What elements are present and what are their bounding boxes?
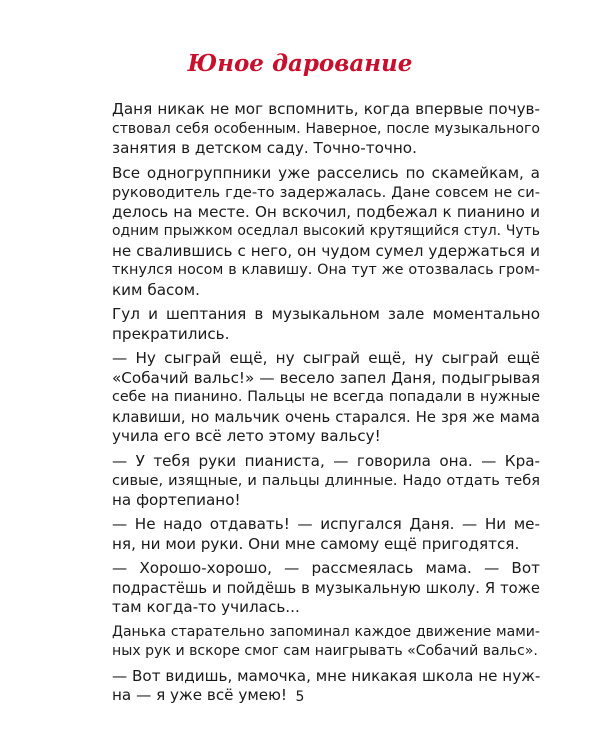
paragraph-5	[96, 452, 540, 511]
paragraph-2	[96, 164, 540, 301]
text-line: ким басом.	[112, 280, 200, 299]
story-text	[96, 100, 540, 711]
paragraph-4	[96, 349, 540, 447]
text-line: клавиши, но мальчик очень старался. Не зря же мама	[112, 408, 540, 426]
text-line: сивые, изящные, и пальцы длинные. Надо отдать тебя	[112, 472, 540, 489]
text-line: себе на пианино. Пальцы не всегда попадали в нужные	[112, 389, 540, 405]
text-line: Гул и шептания в музыкальном зале моментально	[112, 305, 540, 323]
chapter-title: Юное дарование	[187, 50, 413, 77]
paragraph-1	[96, 100, 540, 159]
text-line: на — я уже всё умею!	[112, 686, 288, 704]
text-line: — У тебя руки пианиста, — говорила она. — Кра-	[112, 451, 540, 470]
text-line: не свалившись с него, он чудом сумел удержаться и	[112, 241, 540, 260]
text-line: на фортепиано!	[112, 490, 241, 509]
paragraph-8	[96, 623, 540, 662]
paragraph-3	[96, 305, 540, 344]
page-number: 5	[295, 689, 305, 705]
text-line: ня, ни мои руки. Они мне самому ещё пригодятся.	[112, 534, 520, 553]
text-line: ткнулся носом в клавишу. Она тут же отозвалась гром-	[112, 262, 540, 278]
text-line: подрастёшь и пойдёшь в музыкальную школу. Я тоже	[112, 579, 540, 597]
text-line: руководитель где-то задержалась. Дане совсем не си-	[112, 184, 540, 201]
text-line: одним прыжком оседлал высокий крутящийся стул. Чуть	[112, 223, 540, 239]
text-line: учила его всё лето этому вальсу!	[112, 427, 381, 445]
text-line: Данька старательно запоминал каждое движение мами-	[112, 623, 540, 640]
text-line: там когда-то училась...	[112, 598, 300, 616]
text-line: прекратились.	[112, 324, 230, 343]
text-line: ствовал себя особенным. Наверное, после музыкального	[112, 120, 540, 137]
text-line: занятия в детском саду. Точно-точно.	[112, 139, 417, 157]
text-line: ных рук и вскоре смог сам наигрывать «Собачий вальс».	[112, 643, 538, 659]
paragraph-6	[96, 515, 540, 554]
text-line: — Вот видишь, мамочка, мне никакая школа не нуж-	[112, 666, 541, 685]
text-line: — Хорошо-хорошо, — рассмеялась мама. — Вот	[112, 559, 540, 577]
text-line: «Собачий вальс!» — весело запел Даня, подыгрывая	[112, 368, 540, 387]
text-line: делось на месте. Он вскочил, подбежал к пианино и	[112, 202, 540, 221]
text-line: Все одногруппники уже расселись по скамейкам, а	[112, 163, 540, 182]
text-line: — Не надо отдавать! — испугался Даня. — Ни ме-	[112, 515, 540, 533]
paragraph-7	[96, 559, 540, 618]
text-line: — Ну сыграй ещё, ну сыграй ещё, ну сыграй ещё	[112, 349, 540, 367]
text-line: Даня никак не мог вспомнить, когда впервые почув-	[112, 100, 540, 118]
